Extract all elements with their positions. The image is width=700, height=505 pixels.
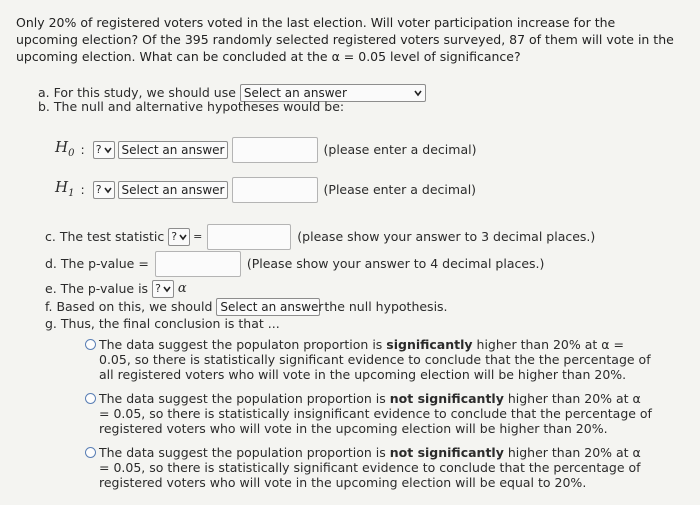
part-c bbox=[45, 224, 595, 250]
question-intro: Only 20% of registered voters voted in the last election. Will voter participation increase for the upcoming election? Of the 395 randomly selected registered voters surveyed, 87 of them will vote in the upcoming election. What can be concluded at the α = 0.05 level of significance? bbox=[16, 15, 674, 64]
part-g bbox=[45, 316, 280, 332]
decision-select-value: Select an answer bbox=[220, 300, 324, 314]
conclusion-option-1-text: The data suggest the populaton proportion is significantly higher than 20% at α = 0.05, so there is statistically significant evidence to conclude that the the percentage of all registered voters who will vote in the upcoming election will be higher than 20%. bbox=[99, 337, 651, 382]
conclusion-option-1[interactable] bbox=[85, 337, 655, 382]
part-e-label: e. The p-value is bbox=[45, 281, 149, 296]
part-b bbox=[38, 99, 344, 115]
part-e bbox=[45, 280, 187, 298]
test-statistic-equals: = bbox=[193, 230, 203, 243]
h0-value-input[interactable] bbox=[232, 137, 318, 163]
part-d bbox=[45, 251, 544, 277]
conclusion-option-2-text: The data suggest the population proportion is not significantly higher than 20% at α = 0.05, so there is statistically insignificant evidence to conclude that the percentage of registered voters who will vote in the upcoming election will be higher than 20%. bbox=[99, 391, 652, 436]
chevron-down-icon bbox=[163, 285, 171, 293]
part-g-label: g. Thus, the final conclusion is that ... bbox=[45, 316, 280, 331]
h0-hint: (please enter a decimal) bbox=[323, 142, 477, 157]
part-b-label: b. The null and alternative hypotheses would be: bbox=[38, 99, 345, 114]
alternative-hypothesis-row bbox=[55, 177, 476, 203]
h1-symbol: $H_1$ bbox=[55, 177, 75, 199]
chevron-down-icon bbox=[179, 233, 187, 241]
part-a-label: a. For this study, we should use bbox=[38, 85, 236, 100]
h0-parameter-value: ? bbox=[95, 143, 102, 156]
h1-hint: (Please enter a decimal) bbox=[323, 182, 477, 197]
decision-select[interactable] bbox=[216, 298, 324, 316]
h1-value-input[interactable] bbox=[232, 177, 318, 203]
conclusion-option-2[interactable] bbox=[85, 391, 655, 436]
h0-symbol: $H_0$ bbox=[55, 137, 75, 159]
p-value-comparison-value: ? bbox=[155, 282, 161, 295]
part-d-label: d. The p-value = bbox=[45, 256, 149, 271]
part-d-hint: (Please show your answer to 4 decimal places.) bbox=[246, 256, 545, 271]
chevron-down-icon bbox=[104, 186, 112, 194]
h0-operator-value: Select an answer bbox=[121, 143, 225, 157]
part-f-label-pre: f. Based on this, we should bbox=[45, 299, 213, 314]
radio-button[interactable] bbox=[85, 447, 96, 458]
p-value-comparison-select[interactable] bbox=[152, 280, 174, 298]
h1-operator-value: Select an answer bbox=[121, 183, 225, 197]
part-c-hint: (please show your answer to 3 decimal places.) bbox=[297, 229, 596, 244]
test-statistic-select[interactable] bbox=[168, 228, 190, 246]
h0-parameter-select[interactable] bbox=[93, 141, 115, 159]
h1-operator-select[interactable] bbox=[118, 181, 228, 199]
study-type-select-value: Select an answer bbox=[243, 86, 347, 100]
alpha-symbol: α bbox=[177, 281, 187, 296]
test-statistic-input[interactable] bbox=[207, 224, 291, 250]
conclusion-option-3[interactable] bbox=[85, 445, 655, 490]
chevron-down-icon bbox=[414, 89, 422, 97]
radio-button[interactable] bbox=[85, 339, 96, 350]
p-value-input[interactable] bbox=[155, 251, 241, 277]
h1-parameter-select[interactable] bbox=[93, 181, 115, 199]
h1-parameter-value: ? bbox=[95, 183, 102, 196]
chevron-down-icon bbox=[104, 146, 112, 154]
h0-colon: : bbox=[80, 142, 85, 157]
conclusion-option-3-text: The data suggest the population proportion is not significantly higher than 20% at α = 0.05, so there is statistically significant evidence to conclude that the percentage of registered voters who will vote in the upcoming election will be equal to 20%. bbox=[99, 445, 641, 490]
radio-button[interactable] bbox=[85, 393, 96, 404]
h0-operator-select[interactable] bbox=[118, 141, 228, 159]
test-statistic-select-value: ? bbox=[171, 230, 178, 243]
h1-colon: : bbox=[80, 182, 85, 197]
part-f-label-post: the null hypothesis. bbox=[324, 299, 448, 314]
part-f bbox=[45, 298, 448, 316]
part-c-label: c. The test statistic bbox=[45, 229, 165, 244]
null-hypothesis-row bbox=[55, 137, 476, 163]
